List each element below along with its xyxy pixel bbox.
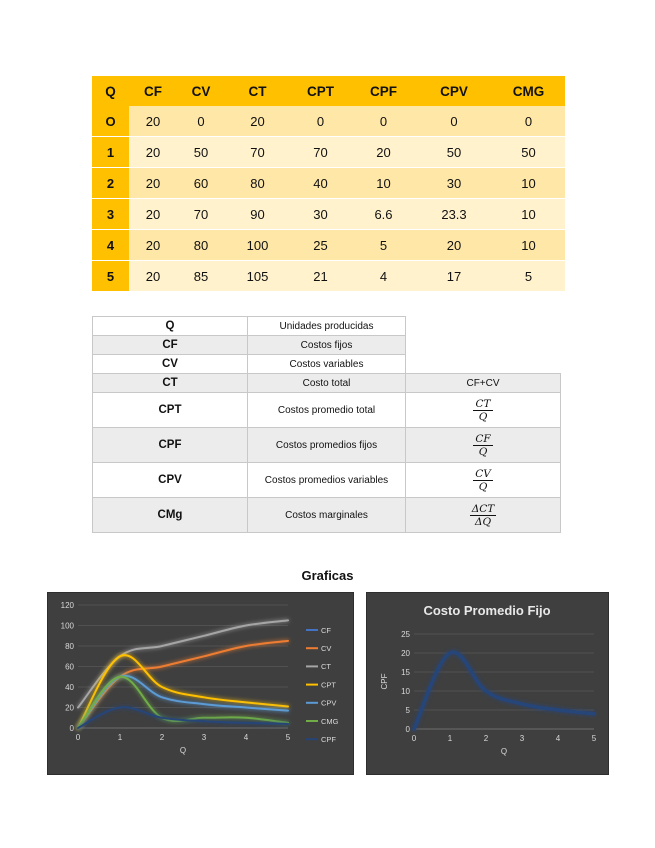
legend-label: CT (321, 662, 331, 672)
definition-abbr: CPF (93, 428, 248, 463)
x-tick-label: 4 (243, 733, 249, 742)
fraction-denominator: ΔQ (474, 515, 492, 528)
chart-title: Costo Promedio Fijo (423, 603, 551, 618)
definition-abbr: CPV (93, 463, 248, 498)
cost-cell: 50 (492, 137, 565, 168)
series-line-cpf (78, 707, 288, 728)
definition-desc: Costos promedios fijos (248, 428, 406, 463)
legend-label: CMG (321, 716, 339, 726)
cost-header-cv: CV (177, 76, 225, 106)
cost-header-cpv: CPV (416, 76, 492, 106)
definitions-table-body (93, 317, 561, 533)
definition-empty (406, 317, 561, 336)
cost-table-row (92, 137, 565, 168)
y-tick-label: 100 (60, 621, 74, 631)
cost-table-row (92, 261, 565, 292)
cost-table-row (92, 168, 565, 199)
x-axis-label: Q (179, 746, 187, 755)
definition-empty (406, 336, 561, 355)
definition-row (93, 428, 561, 463)
cost-header-cpt: CPT (290, 76, 351, 106)
fraction-numerator: CV (475, 467, 491, 480)
series-line-cpt (78, 655, 288, 728)
series-line-cpf (414, 652, 594, 729)
x-tick-label: 0 (411, 734, 417, 743)
cost-cell: 23.3 (416, 199, 492, 230)
definition-abbr: CF (93, 336, 248, 355)
y-tick-label: 25 (401, 630, 410, 639)
definition-desc: Costos promedio total (248, 393, 406, 428)
legend-label: CF (321, 625, 331, 635)
x-axis-label: Q (500, 747, 508, 756)
fraction (473, 433, 492, 458)
fraction (473, 468, 493, 493)
y-tick-label: 10 (401, 687, 410, 696)
y-tick-label: 15 (401, 668, 410, 677)
cost-header-cmg: CMG (492, 76, 565, 106)
cost-header-cf: CF (129, 76, 177, 106)
cost-cell: 5 (351, 230, 416, 261)
cost-header-cpf: CPF (351, 76, 416, 106)
definition-empty (406, 355, 561, 374)
cost-cell: 10 (492, 199, 565, 230)
cost-cell: 5 (492, 261, 565, 292)
x-tick-label: 1 (117, 733, 123, 742)
y-tick-label: 40 (65, 683, 74, 692)
x-tick-label: 2 (159, 733, 165, 742)
x-tick-label: 3 (201, 733, 207, 742)
y-tick-label: 60 (65, 662, 74, 672)
definition-row (93, 393, 561, 428)
x-tick-label: 1 (447, 734, 453, 743)
cost-table-body (92, 106, 565, 291)
cost-cell: 80 (177, 230, 225, 261)
cost-cell: 20 (129, 106, 177, 137)
cost-cell: 20 (129, 137, 177, 168)
cost-cell: 10 (351, 168, 416, 199)
cost-row-q: 1 (92, 137, 129, 168)
cost-table-row (92, 106, 565, 137)
legend-label: CPT (321, 680, 336, 690)
legend-label: CV (321, 644, 332, 653)
cost-cell: 60 (177, 168, 225, 199)
cost-cell: 40 (290, 168, 351, 199)
definition-fraction (406, 428, 561, 463)
definition-desc: Unidades producidas (248, 317, 406, 336)
cost-cell: 50 (416, 137, 492, 168)
fraction-denominator: Q (478, 410, 488, 423)
y-tick-label: 5 (405, 706, 410, 715)
cost-cell: 20 (129, 168, 177, 199)
definition-abbr: CT (93, 374, 248, 393)
cost-cell: 6.6 (351, 199, 416, 230)
x-tick-label: 5 (591, 734, 597, 743)
definition-desc: Costos fijos (248, 336, 406, 355)
y-tick-label: 20 (65, 703, 74, 713)
cost-cell: 70 (225, 137, 290, 168)
cost-cell: 20 (129, 230, 177, 261)
x-tick-label: 0 (75, 733, 81, 742)
definition-desc: Costos marginales (248, 498, 406, 533)
definition-row (93, 317, 561, 336)
cost-row-q: 4 (92, 230, 129, 261)
fraction (473, 398, 492, 423)
cost-cell: 80 (225, 168, 290, 199)
y-axis-label: CPF (380, 673, 389, 690)
definition-abbr: CMg (93, 498, 248, 533)
cost-cell: 25 (290, 230, 351, 261)
definition-row (93, 374, 561, 393)
fraction-numerator: ΔCT (471, 502, 495, 515)
cost-cell: 90 (225, 199, 290, 230)
cost-cell: 4 (351, 261, 416, 292)
definition-row (93, 336, 561, 355)
cost-cell: 20 (129, 261, 177, 292)
fraction (470, 503, 497, 528)
x-tick-label: 5 (285, 733, 291, 742)
cost-cell: 30 (290, 199, 351, 230)
legend-label: CPF (321, 735, 336, 744)
cost-cell: 0 (492, 106, 565, 137)
cpf-line-chart (366, 592, 609, 775)
fraction-denominator: Q (478, 445, 488, 458)
definition-row (93, 355, 561, 374)
cost-header-q: Q (92, 76, 129, 106)
cost-cell: 21 (290, 261, 351, 292)
fraction-denominator: Q (478, 480, 488, 493)
fraction-numerator: CT (475, 397, 491, 410)
cost-cell: 0 (351, 106, 416, 137)
definition-row (93, 498, 561, 533)
cost-cell: 70 (290, 137, 351, 168)
cost-row-q: 5 (92, 261, 129, 292)
definition-fraction (406, 393, 561, 428)
definition-desc: Costos variables (248, 355, 406, 374)
cost-cell: 20 (225, 106, 290, 137)
cost-cell: 70 (177, 199, 225, 230)
definition-desc: Costo total (248, 374, 406, 393)
cost-table-header-row (92, 76, 565, 106)
y-tick-label: 0 (405, 725, 410, 734)
cost-cell: 0 (177, 106, 225, 137)
definition-abbr: CV (93, 355, 248, 374)
y-tick-label: 80 (65, 642, 74, 651)
legend-label: CPV (321, 698, 337, 708)
definitions-table (92, 316, 561, 533)
y-tick-label: 20 (401, 649, 410, 658)
costs-line-chart (47, 592, 354, 775)
cpf-line-chart-svg (367, 593, 608, 774)
definition-desc: Costos promedios variables (248, 463, 406, 498)
cost-cell: 105 (225, 261, 290, 292)
definition-formula: CF+CV (406, 374, 561, 393)
cost-table (92, 76, 565, 291)
y-tick-label: 0 (69, 724, 74, 733)
cost-cell: 0 (416, 106, 492, 137)
cost-cell: 20 (416, 230, 492, 261)
cost-cell: 10 (492, 230, 565, 261)
cost-cell: 100 (225, 230, 290, 261)
fraction-numerator: CF (475, 432, 491, 445)
definition-fraction (406, 498, 561, 533)
cost-cell: 85 (177, 261, 225, 292)
cost-table-row (92, 230, 565, 261)
cost-cell: 10 (492, 168, 565, 199)
graficas-title: Graficas (301, 568, 354, 583)
cost-row-q: 3 (92, 199, 129, 230)
definition-row (93, 463, 561, 498)
cost-cell: 0 (290, 106, 351, 137)
x-tick-label: 3 (519, 734, 525, 743)
x-tick-label: 2 (483, 734, 489, 743)
definition-abbr: Q (93, 317, 248, 336)
cost-row-q: 2 (92, 168, 129, 199)
cost-cell: 30 (416, 168, 492, 199)
x-tick-label: 4 (555, 734, 561, 743)
cost-cell: 20 (351, 137, 416, 168)
definition-fraction (406, 463, 561, 498)
cost-cell: 50 (177, 137, 225, 168)
cost-table-row (92, 199, 565, 230)
y-tick-label: 120 (60, 601, 74, 610)
definition-abbr: CPT (93, 393, 248, 428)
costs-line-chart-svg (48, 593, 353, 774)
cost-cell: 17 (416, 261, 492, 292)
cost-header-ct: CT (225, 76, 290, 106)
cost-row-q: O (92, 106, 129, 137)
cost-cell: 20 (129, 199, 177, 230)
